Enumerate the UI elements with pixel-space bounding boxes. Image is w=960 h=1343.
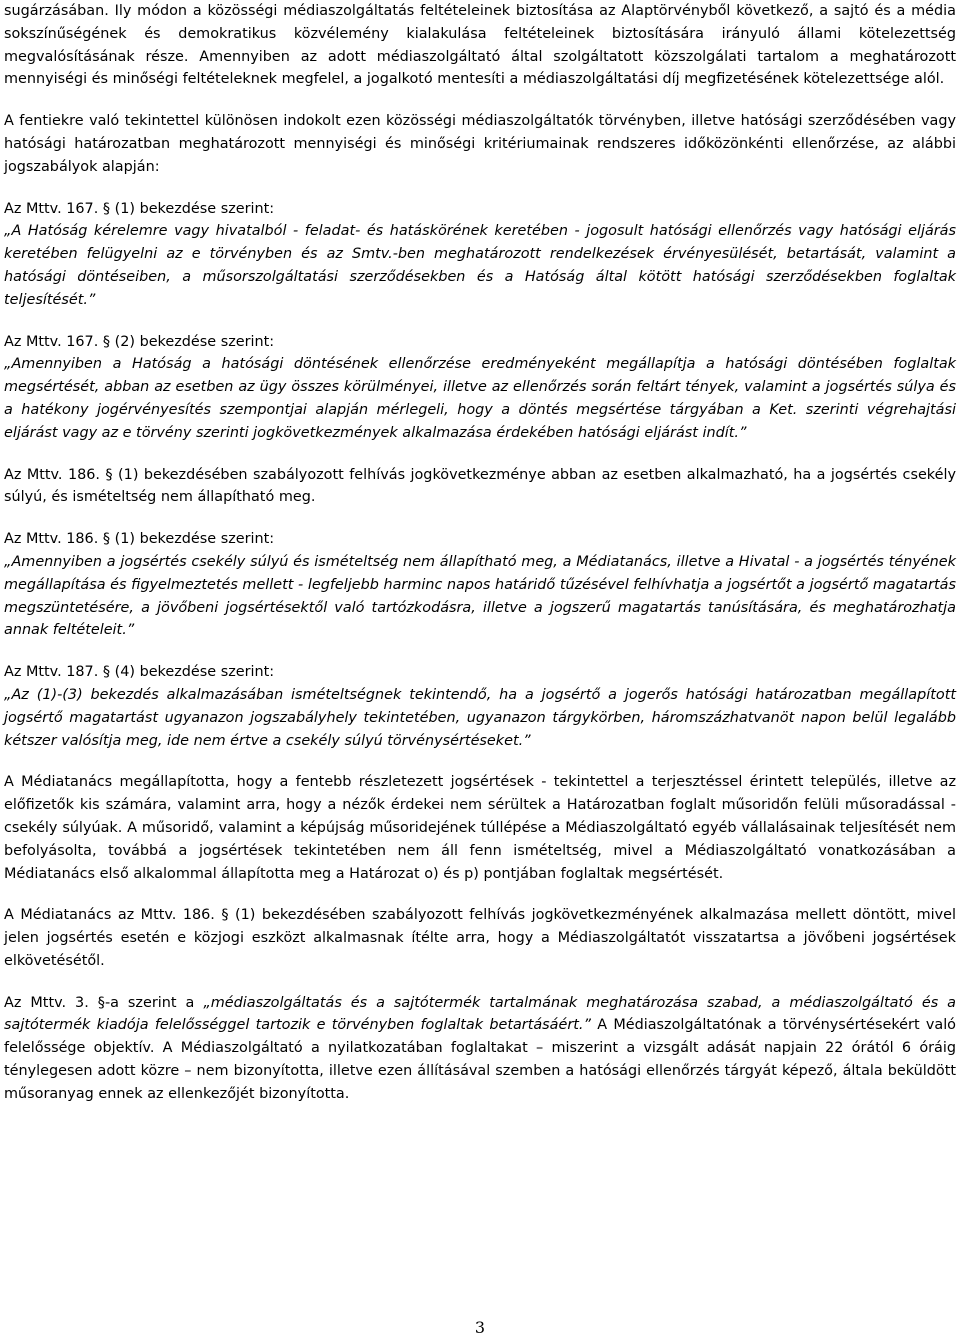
responsibility-tail-text: A Médiaszolgáltatónak a törvénysértésekért való felelőssége objektív. A Médiaszolgáltató a nyilatkozatában foglaltakat – miszerint a vizsgált adását napjain 22 órától 6 óráig ténylegesen adott közre – nem bizonyította, illetve ezen állításával szemben a hatósági ellenőrzés tárgyát képező, általa beküldött műsoranyag ennek az ellenkezőjét bizonyította. bbox=[4, 1017, 956, 1102]
paragraph-rationale: A fentiekre való tekintettel különösen indokolt ezen közösségi médiaszolgáltatók törvényben, illetve hatósági szerződésében vagy hatósági határozatban meghatározott mennyiségi és minőségi kritériumainak rendszeres időközönkénti ellenőrzése, az alábbi jogszabályok alapján: bbox=[4, 113, 956, 175]
legal-quote-186-1: „Amennyiben a jogsértés csekély súlyú és ismételtség nem állapítható meg, a Médiatanács, illetve a Hivatal - a jogsértés tényének megállapítása és figyelmeztetés mellett - legfeljebb harminc napos határidő tűzésével felhívhatja a jogsértőt a jogsértő magatartás megszüntetésére, a jövőbeni jogsértésektől való tartózkodásra, illetve a jogszerű magatartás tanúsítására, és meghatározhatja annak feltételeit.” bbox=[4, 553, 956, 639]
legal-reference-167-2: Az Mttv. 167. § (2) bekezdése szerint: bbox=[4, 333, 275, 350]
legal-reference-167-1: Az Mttv. 167. § (1) bekezdése szerint: bbox=[4, 200, 275, 217]
legal-reference-186-1: Az Mttv. 186. § (1) bekezdése szerint: bbox=[4, 531, 275, 548]
paragraph-responsibility bbox=[4, 992, 956, 1106]
document-page bbox=[4, 0, 956, 1106]
paragraph-186-summary: Az Mttv. 186. § (1) bekezdésében szabályozott felhívás jogkövetkezménye abban az esetben alkalmazható, ha a jogsértés csekély súlyú, és ismételtség nem állapítható meg. bbox=[4, 466, 956, 506]
legal-quote-167-2: „Amennyiben a Hatóság a hatósági döntésének ellenőrzése eredményeként megállapítja a hatósági döntésében foglaltak megsértését, abban az esetben az ügy összes körülményei, illetve az ellenőrzés során feltárt tények, valamint a jogsértés súlya és a hatékony jogérvényesítés szempontjai alapján mérlegeli, hogy a döntés megsértése tárgyában a Ket. szerinti végrehajtási eljárást vagy az e törvény szerinti jogkövetkezmények alkalmazása érdekében hatósági eljárást indít.” bbox=[4, 356, 956, 441]
page-number: 3 bbox=[474, 1318, 486, 1337]
legal-quote-187-4: „Az (1)-(3) bekezdés alkalmazásában ismételtségnek tekintendő, ha a jogsértő a jogerős hatósági határozatban megállapított jogsértő magatartást ugyanazon jogszabályhely tekintetében, ugyanazon tárgykörben, háromszázhatvanöt napon belül legalább kétszer valósítja meg, ide nem értve a csekély súlyú törvénysértéseket.” bbox=[4, 686, 956, 749]
paragraph-intro: sugárzásában. Ily módon a közösségi médiaszolgáltatás feltételeinek biztosítása az Alaptörvényből következő, a sajtó és a média sokszínűségének és demokratikus közvélemény kialakulása feltételeinek biztosítására irányuló állami kötelezettség megvalósításának része. Amennyiben az adott médiaszolgáltató által szolgáltatott közszolgálati tartalom a meghatározott mennyiségi és minőségi feltételeknek megfelel, a jogalkotó mentesíti a médiaszolgáltatási díj megfizetésének kötelezettsége alól. bbox=[4, 3, 956, 88]
paragraph-finding: A Médiatanács megállapította, hogy a fentebb részletezett jogsértések - tekintettel a terjesztéssel érintett település, illetve az előfizetők kis számára, valamint arra, hogy a nézők érdekei nem sérültek a Határozatban foglalt műsoridőn felüli műsoradással - csekély súlyúak. A műsoridő, valamint a képújság műsoridejének túllépése a Médiaszolgáltató egyéb vállalásainak teljesítését nem befolyásolta, továbbá a jogsértések tekintetében nem áll fenn ismételtség, mivel a Médiaszolgáltató vonatkozásában a Médiatanács első alkalommal állapította meg a Határozat o) és p) pontjában foglaltak megsértését. bbox=[4, 774, 956, 882]
legal-reference-187-4: Az Mttv. 187. § (4) bekezdése szerint: bbox=[4, 664, 275, 681]
paragraph-decision: A Médiatanács az Mttv. 186. § (1) bekezdésében szabályozott felhívás jogkövetkezményének alkalmazása mellett döntött, mivel jelen jogsértés esetén e közjogi eszközt alkalmasnak ítélte arra, hogy a Médiaszolgáltatót visszatartsa a jövőbeni jogsértések elkövetésétől. bbox=[4, 907, 956, 969]
responsibility-quote: „médiaszolgáltatás és a sajtótermék tartalmának meghatározása szabad, a médiaszolgáltató és a sajtótermék kiadója felelősséggel tartozik e törvényben foglaltak betartásáért.” bbox=[4, 994, 956, 1034]
responsibility-lead-text: Az Mttv. 3. §-a szerint a bbox=[4, 994, 204, 1011]
legal-quote-167-1: „A Hatóság kérelemre vagy hivatalból - feladat- és hatáskörének keretében - jogosult hatósági ellenőrzés vagy hatósági eljárás keretében felügyelni az e törvényben és az Smtv.-ben meghatározott rendelkezések érvényesülését, betartását, valamint a hatósági döntéseiben, a műsorszolgáltatási szerződésekben és a Hatóság által kötött hatósági szerződésekben foglaltak teljesítését.” bbox=[4, 223, 956, 308]
